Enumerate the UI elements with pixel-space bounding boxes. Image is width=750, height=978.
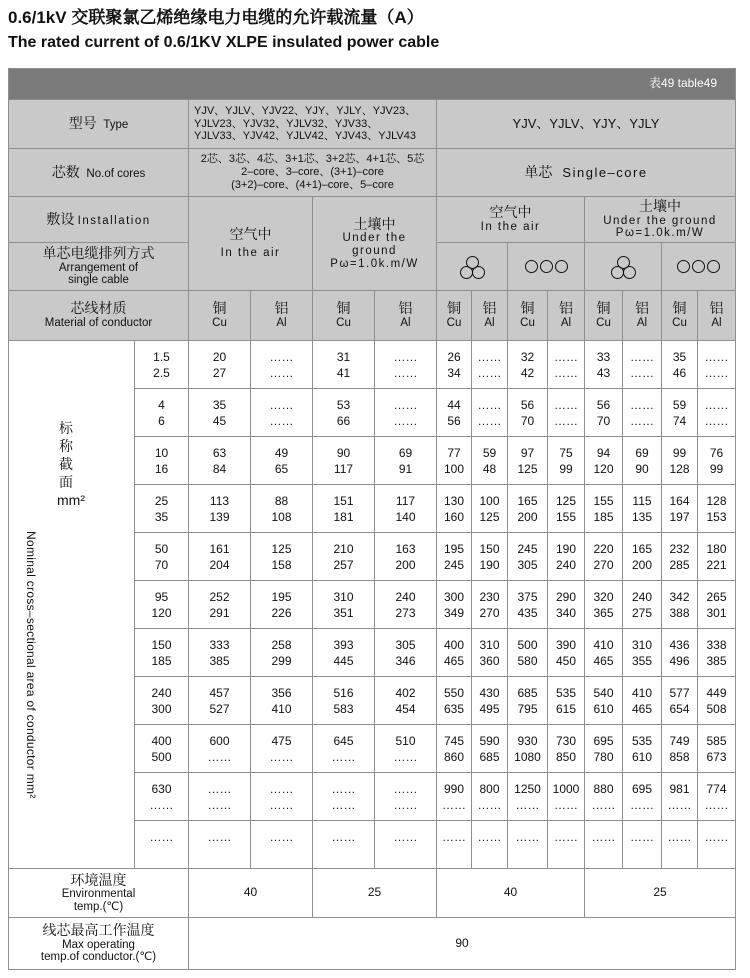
current-value: 245 305 (508, 533, 548, 581)
current-value: 774 …… (698, 773, 736, 821)
section-size: 95 120 (135, 581, 189, 629)
current-value: 69 91 (375, 437, 437, 485)
current-value: 590 685 (472, 725, 508, 773)
current-value: 475 …… (251, 725, 313, 773)
current-value: 981 …… (662, 773, 698, 821)
current-value: 35 46 (662, 341, 698, 389)
table-ref: 表49 table49 (9, 69, 736, 100)
section-size: 150 185 (135, 629, 189, 677)
max-temp-value: 90 (189, 918, 736, 970)
current-value: 113 139 (189, 485, 251, 533)
current-value: 88 108 (251, 485, 313, 533)
current-value: 53 66 (313, 389, 375, 437)
current-value: 26 34 (437, 341, 472, 389)
current-value: 230 270 (472, 581, 508, 629)
current-value: …… …… (313, 773, 375, 821)
current-value: 410 465 (623, 677, 662, 725)
current-value: 59 48 (472, 437, 508, 485)
current-value: …… …… (472, 389, 508, 437)
current-value: 190 240 (548, 533, 585, 581)
current-value: 69 90 (623, 437, 662, 485)
rated-current-table (8, 68, 736, 970)
env-temp-value: 40 (437, 869, 585, 918)
material-cu: 铜 Cu (189, 291, 251, 341)
section-size: 50 70 (135, 533, 189, 581)
section-axis-label: 标称截面mm² Nominal cross–sectional area of conductor mm² (9, 341, 135, 869)
current-value: …… (585, 821, 623, 869)
current-value: 265 301 (698, 581, 736, 629)
title-en: The rated current of 0.6/1KV XLPE insulated power cable (8, 34, 440, 51)
material-al: 铝 Al (375, 291, 437, 341)
material-label: 芯线材质 Material of conductor (9, 291, 189, 341)
current-value: 375 435 (508, 581, 548, 629)
current-value: 436 496 (662, 629, 698, 677)
current-value: 164 197 (662, 485, 698, 533)
material-al: 铝 Al (251, 291, 313, 341)
current-value: …… …… (189, 773, 251, 821)
current-value: 125 158 (251, 533, 313, 581)
env-temp-label: 环境温度 Environmental temp.(℃) (9, 869, 189, 918)
current-value: …… (698, 821, 736, 869)
current-value: 252 291 (189, 581, 251, 629)
current-value: 94 120 (585, 437, 623, 485)
current-value: 115 135 (623, 485, 662, 533)
current-value: 535 610 (623, 725, 662, 773)
current-value: …… (189, 821, 251, 869)
current-value: …… …… (698, 341, 736, 389)
current-value: 151 181 (313, 485, 375, 533)
section-size: 400 500 (135, 725, 189, 773)
env-temp-value: 25 (313, 869, 437, 918)
current-value: 77 100 (437, 437, 472, 485)
current-value: 56 70 (585, 389, 623, 437)
current-value: 31 41 (313, 341, 375, 389)
current-value: 1000 …… (548, 773, 585, 821)
current-value: 220 270 (585, 533, 623, 581)
cores-multi: 2芯、3芯、4芯、3+1芯、3+2芯、4+1芯、5芯 2–core、3–core、(3+1)–core (3+2)–core、(4+1)–core、5–core (189, 149, 437, 197)
current-value: 180 221 (698, 533, 736, 581)
current-value: 195 245 (437, 533, 472, 581)
trefoil-icon (437, 243, 508, 291)
current-value: …… …… (548, 341, 585, 389)
section-size: 1.5 2.5 (135, 341, 189, 389)
current-value: 100 125 (472, 485, 508, 533)
current-value: …… …… (251, 773, 313, 821)
current-value: 32 42 (508, 341, 548, 389)
current-value: 125 155 (548, 485, 585, 533)
flat-formation-icon (508, 243, 585, 291)
current-value: 990 …… (437, 773, 472, 821)
current-value: 333 385 (189, 629, 251, 677)
current-value: 880 …… (585, 773, 623, 821)
current-value: 510 …… (375, 725, 437, 773)
cores-label: 芯数 No.of cores (9, 149, 189, 197)
current-value: …… (548, 821, 585, 869)
current-value: …… …… (375, 389, 437, 437)
current-value: 516 583 (313, 677, 375, 725)
current-value: 457 527 (189, 677, 251, 725)
current-value: 44 56 (437, 389, 472, 437)
current-value: 155 185 (585, 485, 623, 533)
current-value: 342 388 (662, 581, 698, 629)
current-value: 310 355 (623, 629, 662, 677)
material-cu: 铜 Cu (508, 291, 548, 341)
current-value: 49 65 (251, 437, 313, 485)
trefoil-icon (585, 243, 662, 291)
current-value: 500 580 (508, 629, 548, 677)
current-value: …… …… (472, 341, 508, 389)
install-air-single: 空气中 In the air (437, 197, 585, 243)
current-value: 163 200 (375, 533, 437, 581)
current-value: 600 …… (189, 725, 251, 773)
current-value: …… …… (623, 341, 662, 389)
current-value: 210 257 (313, 533, 375, 581)
current-value: …… (508, 821, 548, 869)
current-value: 165 200 (623, 533, 662, 581)
type-label: 型号 Type (9, 100, 189, 149)
title-cn: 0.6/1kV 交联聚氯乙烯绝缘电力电缆的允许载流量（A） (8, 8, 424, 27)
current-value: …… (623, 821, 662, 869)
current-value: 749 858 (662, 725, 698, 773)
section-size: …… (135, 821, 189, 869)
env-temp-value: 40 (189, 869, 313, 918)
current-value: 97 125 (508, 437, 548, 485)
current-value: …… …… (623, 389, 662, 437)
current-value: 165 200 (508, 485, 548, 533)
current-value: 76 99 (698, 437, 736, 485)
material-al: 铝 Al (472, 291, 508, 341)
type-single-core: YJV、YJLV、YJY、YJLY (437, 100, 736, 149)
current-value: 730 850 (548, 725, 585, 773)
current-value: …… (437, 821, 472, 869)
current-value: 305 346 (375, 629, 437, 677)
current-value: 1250 …… (508, 773, 548, 821)
current-value: 550 635 (437, 677, 472, 725)
current-value: 117 140 (375, 485, 437, 533)
current-value: 800 …… (472, 773, 508, 821)
current-value: 20 27 (189, 341, 251, 389)
current-value: …… …… (375, 341, 437, 389)
current-value: 430 495 (472, 677, 508, 725)
current-value: 338 385 (698, 629, 736, 677)
current-value: 232 285 (662, 533, 698, 581)
current-value: 356 410 (251, 677, 313, 725)
current-value: 150 190 (472, 533, 508, 581)
current-value: 577 654 (662, 677, 698, 725)
material-al: 铝 Al (698, 291, 736, 341)
current-value: 240 275 (623, 581, 662, 629)
current-value: 75 99 (548, 437, 585, 485)
current-value: 258 299 (251, 629, 313, 677)
installation-label: 敷设 Installation (9, 197, 189, 243)
env-temp-value: 25 (585, 869, 736, 918)
current-value: 128 153 (698, 485, 736, 533)
current-value: 410 465 (585, 629, 623, 677)
current-value: 130 160 (437, 485, 472, 533)
current-value: 240 273 (375, 581, 437, 629)
current-value: 400 465 (437, 629, 472, 677)
current-value: …… (313, 821, 375, 869)
current-value: 310 360 (472, 629, 508, 677)
current-value: 290 340 (548, 581, 585, 629)
current-value: 33 43 (585, 341, 623, 389)
current-value: 685 795 (508, 677, 548, 725)
current-value: 56 70 (508, 389, 548, 437)
current-value: 645 …… (313, 725, 375, 773)
material-cu: 铜 Cu (585, 291, 623, 341)
current-value: 535 615 (548, 677, 585, 725)
section-size: 4 6 (135, 389, 189, 437)
current-value: 195 226 (251, 581, 313, 629)
current-value: 63 84 (189, 437, 251, 485)
section-size: 10 16 (135, 437, 189, 485)
current-value: …… …… (251, 389, 313, 437)
current-value: 540 610 (585, 677, 623, 725)
current-value: 161 204 (189, 533, 251, 581)
current-value: 695 780 (585, 725, 623, 773)
install-ground-multi: 土壤中 Under the ground Pω=1.0k.m/W (313, 197, 437, 291)
current-value: 402 454 (375, 677, 437, 725)
current-value: …… (375, 821, 437, 869)
current-value: 585 673 (698, 725, 736, 773)
current-value: …… (662, 821, 698, 869)
flat-formation-icon (662, 243, 736, 291)
material-cu: 铜 Cu (437, 291, 472, 341)
type-multi-core: YJV、YJLV、YJV22、YJY、YJLY、YJV23、 YJLV23、YJV32、YJLV32、YJV33、 YJLV33、YJV42、YJLV42、YJV43、YJLV43 (189, 100, 437, 149)
current-value: 35 45 (189, 389, 251, 437)
material-al: 铝 Al (548, 291, 585, 341)
section-size: 630 …… (135, 773, 189, 821)
current-value: …… …… (698, 389, 736, 437)
section-size: 240 300 (135, 677, 189, 725)
material-cu: 铜 Cu (313, 291, 375, 341)
current-value: 393 445 (313, 629, 375, 677)
current-value: 90 117 (313, 437, 375, 485)
current-value: 695 …… (623, 773, 662, 821)
current-value: …… …… (548, 389, 585, 437)
install-air-multi: 空气中 In the air (189, 197, 313, 291)
current-value: …… …… (375, 773, 437, 821)
cores-single: 单芯 Single–core (437, 149, 736, 197)
install-ground-single: 土壤中 Under the ground Pω=1.0k.m/W (585, 197, 736, 243)
material-al: 铝 Al (623, 291, 662, 341)
max-temp-label: 线芯最高工作温度 Max operating temp.of conductor.(℃) (9, 918, 189, 970)
current-value: 99 128 (662, 437, 698, 485)
current-value: 320 365 (585, 581, 623, 629)
current-value: …… (251, 821, 313, 869)
section-size: 25 35 (135, 485, 189, 533)
current-value: 300 349 (437, 581, 472, 629)
current-value: 59 74 (662, 389, 698, 437)
material-cu: 铜 Cu (662, 291, 698, 341)
current-value: 390 450 (548, 629, 585, 677)
current-value: 745 860 (437, 725, 472, 773)
current-value: 930 1080 (508, 725, 548, 773)
current-value: …… …… (251, 341, 313, 389)
current-value: …… (472, 821, 508, 869)
current-value: 449 508 (698, 677, 736, 725)
current-value: 310 351 (313, 581, 375, 629)
arrangement-label: 单芯电缆排列方式 Arrangement of single cable (9, 243, 189, 291)
